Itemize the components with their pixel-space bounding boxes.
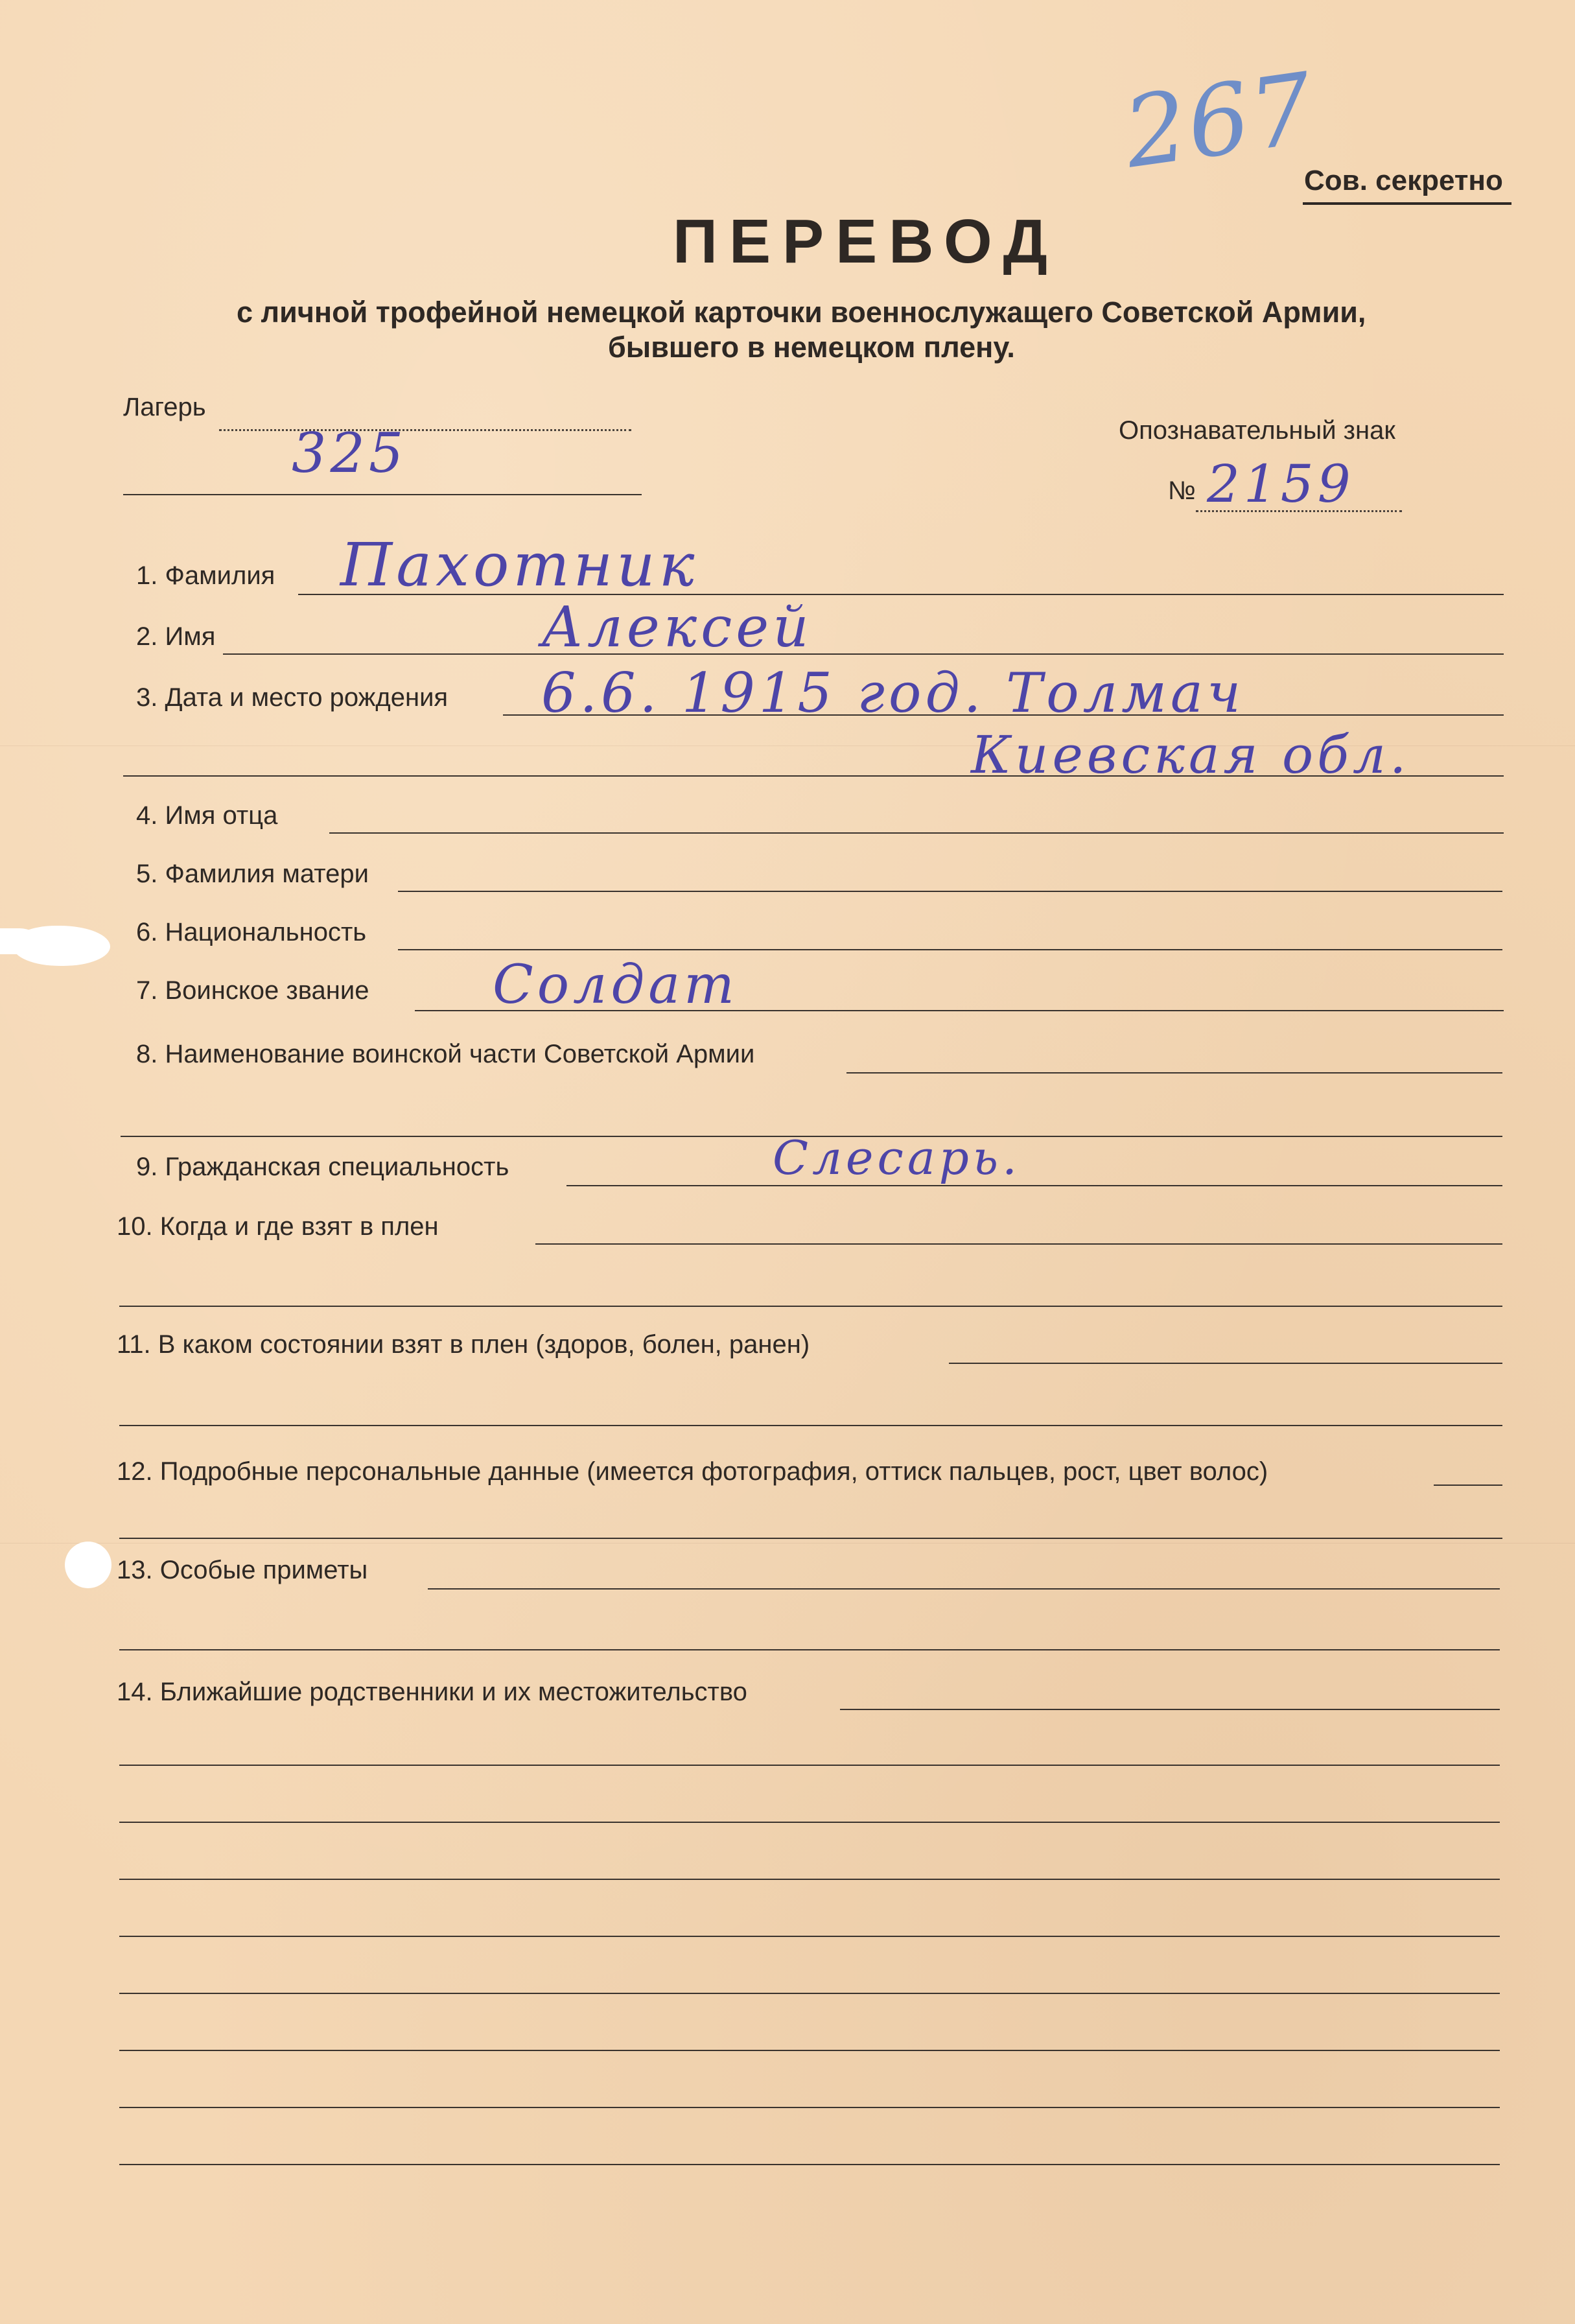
torn-edge (0, 928, 39, 954)
field-relatives-line (119, 1879, 1500, 1880)
classification-label: Сов. секретно (1304, 165, 1503, 196)
field-special-features-line (428, 1588, 1500, 1590)
field-rank-value: Солдат (493, 954, 738, 1016)
document-subtitle-line-2: бывшего в немецком плену. (608, 331, 1015, 364)
field-special-features-line-2 (119, 1649, 1500, 1650)
field-mother-surname-line (398, 891, 1502, 892)
field-relatives-line (119, 2107, 1500, 2108)
camp-label: Лагерь (123, 393, 206, 421)
handwritten-record-number: 267 (1117, 52, 1321, 191)
punch-hole (65, 1542, 111, 1588)
field-capture-line-2 (119, 1306, 1502, 1307)
id-mark-value: 2159 (1207, 454, 1355, 514)
field-relatives-line (119, 1936, 1500, 1937)
field-relatives-label: 14. Ближайшие родственники и их местожительство (117, 1678, 747, 1706)
field-military-unit-label: 8. Наименование воинской части Советской Армии (136, 1040, 755, 1068)
field-personal-data-label: 12. Подробные персональные данные (имеется фотография, оттиск пальцев, рост, цвет волос) (117, 1457, 1268, 1486)
field-father-name-line (329, 832, 1504, 834)
field-profession-label: 9. Гражданская специальность (136, 1153, 509, 1181)
field-relatives-line (119, 1993, 1500, 1994)
field-first-name-label: 2. Имя (136, 622, 216, 651)
field-military-unit-line (846, 1072, 1502, 1074)
field-condition-label: 11. В каком состоянии взят в плен (здоров, болен, ранен) (117, 1330, 810, 1359)
field-condition-line (949, 1363, 1502, 1364)
field-relatives-line (119, 2050, 1500, 2051)
field-relatives-line (840, 1709, 1500, 1710)
field-first-name-line (223, 653, 1504, 655)
classification-underline (1303, 202, 1511, 205)
id-mark-number-prefix: № (1168, 476, 1196, 505)
field-special-features-label: 13. Особые приметы (117, 1556, 368, 1584)
field-relatives-line (119, 1765, 1500, 1766)
field-capture-line (535, 1243, 1502, 1245)
field-first-name-value: Алексей (541, 595, 813, 660)
field-birth-value: 6.6. 1915 год. Толмач (541, 661, 1245, 725)
id-mark-label: Опознавательный знак (1119, 416, 1395, 445)
field-condition-line-2 (119, 1425, 1502, 1426)
field-profession-value: Слесарь. (773, 1131, 1021, 1185)
field-nationality-line (398, 949, 1502, 950)
field-birth-label: 3. Дата и место рождения (136, 683, 449, 712)
camp-second-line (123, 494, 642, 495)
field-surname-value: Пахотник (340, 530, 699, 600)
document-title: ПЕРЕВОД (673, 207, 1059, 276)
field-profession-line (566, 1185, 1502, 1186)
field-rank-label: 7. Воинское звание (136, 976, 369, 1005)
field-personal-data-line (1434, 1485, 1502, 1486)
field-personal-data-line-2 (119, 1538, 1502, 1539)
field-surname-label: 1. Фамилия (136, 561, 275, 590)
field-capture-label: 10. Когда и где взят в плен (117, 1212, 439, 1241)
field-relatives-line (119, 1822, 1500, 1823)
field-mother-surname-label: 5. Фамилия матери (136, 860, 369, 888)
field-nationality-label: 6. Национальность (136, 918, 367, 946)
camp-dotted-line (219, 429, 631, 431)
field-father-name-label: 4. Имя отца (136, 801, 278, 830)
field-birth-value-line-2: Киевская обл. (971, 725, 1410, 785)
camp-value: 325 (292, 421, 408, 485)
document-subtitle-line-1: с личной трофейной немецкой карточки военнослужащего Советской Армии, (237, 296, 1366, 329)
field-relatives-line (119, 2164, 1500, 2165)
